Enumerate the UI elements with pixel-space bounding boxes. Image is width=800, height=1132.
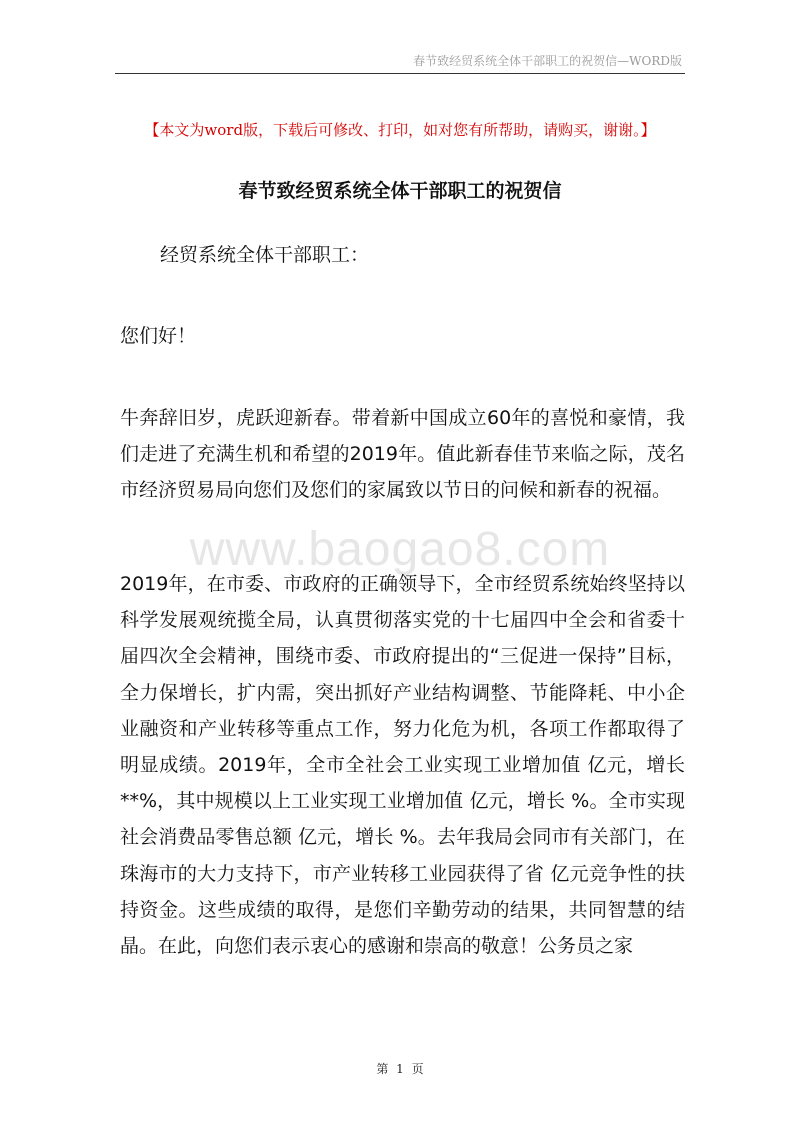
page-title: 春节致经贸系统全体干部职工的祝贺信 xyxy=(238,180,562,202)
body-paragraph-2: 2019年，在市委、市政府的正确领导下，全市经贸系统始终坚持以科学发展观统揽全局，认真贯彻落实党的十七届四中全会和省委十届四次全会精神，围绕市委、市政府提出的“三促进一保持”目标，全力保增长，扩内需，突出抓好产业结构调整、节能降耗、中小企业融资和产业转移等重点工作，努力化危为机，各项工作都取得了明显成绩。2019年，全市全社会工业实现工业增加值 亿元，增长**%，其中规模以上工业实现工业增加值 亿元，增长 %。全市实现社会消费品零售总额 亿元，增长 %。去年我局会同市有关部门，在珠海市的大力支持下，市产业转移工业园获得了省 亿元竞争性的扶持资金。这些成绩的取得，是您们辛勤劳动的结果，共同智慧的结晶。在此，向您们表示衷心的感谢和崇高的敬意！公务员之家 xyxy=(120,573,685,958)
header-divider xyxy=(115,73,685,74)
running-header: 春节致经贸系统全体干部职工的祝贺信—WORD版 xyxy=(413,54,682,68)
footer-suffix: 页 xyxy=(411,1062,424,1076)
footer-prefix: 第 xyxy=(376,1062,389,1076)
body-paragraph-1: 牛奔辞旧岁，虎跃迎新春。带着新中国成立60年的喜悦和豪情，我们走进了充满生机和希望的2019年。值此新春佳节来临之际，茂名市经济贸易局向您们及您们的家属致以节日的问候和新春的祝福。 xyxy=(120,407,685,502)
watermark: www.baogao8.com xyxy=(189,523,611,576)
greeting: 您们好！ xyxy=(120,325,197,347)
page-number: 1 xyxy=(396,1062,404,1076)
salutation: 经贸系统全体干部职工： xyxy=(160,244,370,266)
download-notice: 【本文为word版，下载后可修改、打印，如对您有所帮助，请购买，谢谢。】 xyxy=(144,121,656,139)
page-footer xyxy=(0,1060,800,1077)
